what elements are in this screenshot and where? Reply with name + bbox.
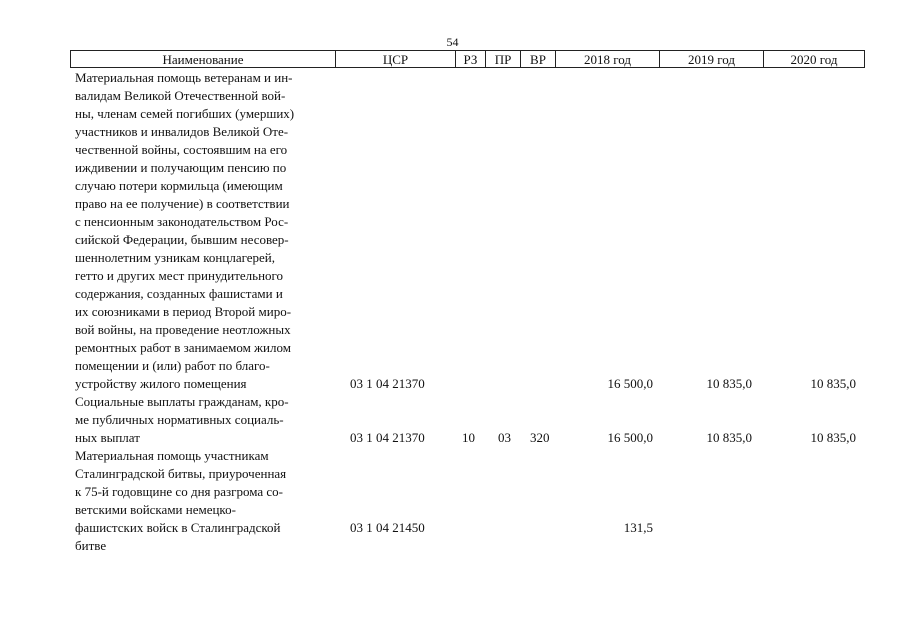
row-name-line: устройству жилого помещения — [75, 376, 247, 391]
row-name-line: вой войны, на проведение неотложных — [75, 322, 291, 337]
row-name-line: ветскими войсками немецко- — [75, 502, 236, 517]
row-name-line: Сталинградской битвы, приуроченная — [75, 466, 287, 481]
row-name-line: ме публичных нормативных социаль- — [75, 412, 284, 427]
row-amount-2018: 16 500,0 — [607, 430, 653, 445]
row-name-line: к 75-й годовщине со дня разгрома со- — [75, 484, 283, 499]
row-name — [75, 69, 335, 393]
row-name-line: право на ее получение) в соответствии — [75, 196, 290, 211]
header-rz: РЗ — [456, 51, 486, 67]
row-name-line: иждивении и получающим пенсию по — [75, 160, 287, 175]
row-name-line: гетто и других мест принудительного — [75, 268, 284, 283]
row-name-line: ны, членам семей погибших (умерших) — [75, 106, 295, 121]
table-row — [70, 393, 865, 447]
row-name-line: фашистских войск в Сталинградской — [75, 520, 281, 535]
row-name-line: Материальная помощь участникам — [75, 448, 269, 463]
header-csr: ЦСР — [336, 51, 456, 67]
row-name-line: чественной войны, состоявшим на его — [75, 142, 288, 157]
row-name — [75, 447, 335, 555]
header-year-2020: 2020 год — [790, 52, 838, 67]
row-name-line: валидам Великой Отечественной вой- — [75, 88, 286, 103]
header-name: Наименование — [71, 51, 336, 67]
row-amount-2018: 131,5 — [623, 520, 653, 535]
table-row — [70, 447, 865, 555]
header-year-2018: 2018 год — [556, 51, 660, 67]
row-rz: 10 — [462, 430, 475, 445]
row-amount-2020: 10 835,0 — [810, 430, 856, 445]
row-name-line: Материальная помощь ветеранам и ин- — [75, 70, 293, 85]
row-name-line: сийской Федерации, бывшим несовер- — [75, 232, 289, 247]
header-vr: ВР — [521, 51, 556, 67]
table-header — [70, 50, 865, 68]
row-name-line: ных выплат — [75, 430, 140, 445]
header-year-2019: 2019 год — [660, 51, 764, 67]
row-name-line: шеннолетним узникам концлагерей, — [75, 250, 276, 265]
row-amount-2018: 16 500,0 — [607, 376, 653, 391]
table-row — [70, 69, 865, 393]
row-name-line: случаю потери кормильца (имеющим — [75, 178, 283, 193]
page-number: 54 — [446, 35, 459, 49]
row-name-line: содержания, созданных фашистами и — [75, 286, 283, 301]
row-name-line: с пенсионным законодательством Рос- — [75, 214, 289, 229]
row-vr: 320 — [530, 430, 550, 445]
row-csr: 03 1 04 21370 — [350, 376, 425, 391]
row-csr: 03 1 04 21370 — [350, 430, 425, 445]
row-name — [75, 393, 335, 447]
row-name-line: битве — [75, 538, 107, 553]
row-pr: 03 — [498, 430, 511, 445]
header-pr: ПР — [486, 51, 521, 67]
row-amount-2019: 10 835,0 — [706, 430, 752, 445]
row-name-line: их союзниками в период Второй миро- — [75, 304, 292, 319]
row-name-line: участников и инвалидов Великой Оте- — [75, 124, 289, 139]
row-csr: 03 1 04 21450 — [350, 520, 425, 535]
row-name-line: помещении и (или) работ по благо- — [75, 358, 270, 373]
row-name-line: Социальные выплаты гражданам, кро- — [75, 394, 289, 409]
row-amount-2019: 10 835,0 — [706, 376, 752, 391]
row-amount-2020: 10 835,0 — [810, 376, 856, 391]
row-name-line: ремонтных работ в занимаемом жилом — [75, 340, 291, 355]
